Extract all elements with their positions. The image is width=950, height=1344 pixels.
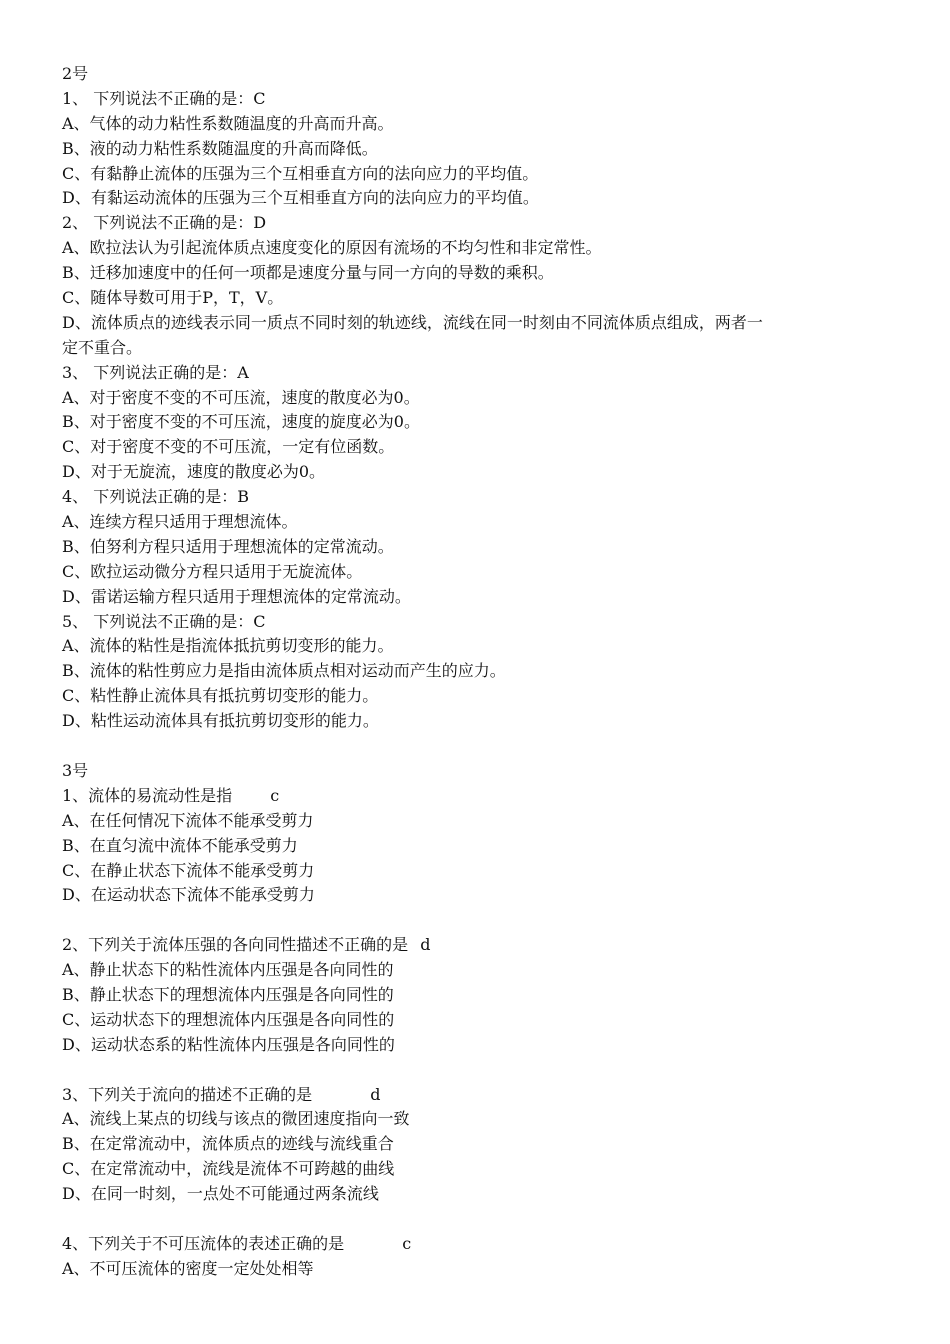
question-stem: 3、下列关于流向的描述不正确的是 xyxy=(62,1084,313,1104)
option-c: C、随体导数可用于P，T，V。 xyxy=(62,288,284,308)
option-c: C、在定常流动中，流线是流体不可跨越的曲线 xyxy=(62,1159,395,1179)
option-a: A、不可压流体的密度一定处处相等 xyxy=(62,1258,314,1278)
spacer xyxy=(62,1058,902,1083)
option-b: B、在直匀流中流体不能承受剪力 xyxy=(62,835,298,855)
option-c: C、有黏静止流体的压强为三个互相垂直方向的法向应力的平均值。 xyxy=(62,163,539,183)
option-a: A、连续方程只适用于理想流体。 xyxy=(62,512,298,532)
question-row xyxy=(62,1232,902,1257)
option-b: B、迁移加速度中的任何一项都是速度分量与同一方向的导数的乘积。 xyxy=(62,263,554,283)
spacer xyxy=(62,908,902,933)
option-d: D、对于无旋流，速度的散度必为0。 xyxy=(62,462,326,482)
option-d: D、流体质点的迹线表示同一质点不同时刻的轨迹线，流线在同一时刻由不同流体质点组成，两者一 xyxy=(62,312,763,332)
section-heading: 3号 xyxy=(62,760,89,780)
spacer xyxy=(62,1207,902,1232)
option-c: C、在静止状态下流体不能承受剪力 xyxy=(62,860,315,880)
question-stem: 1、 下列说法不正确的是：C xyxy=(62,88,266,108)
document-page xyxy=(62,62,902,1282)
question-stem: 4、 下列说法正确的是：B xyxy=(62,487,250,507)
answer-letter: c xyxy=(402,1233,412,1253)
question-stem: 5、 下列说法不正确的是：C xyxy=(62,611,266,631)
option-a: A、对于密度不变的不可压流，速度的散度必为0。 xyxy=(62,387,420,407)
question-row xyxy=(62,933,902,958)
question-stem: 2、下列关于流体压强的各向同性描述不正确的是 xyxy=(62,935,409,955)
answer-letter: d xyxy=(370,1084,381,1104)
question-stem: 3、 下列说法正确的是：A xyxy=(62,362,249,382)
question-row xyxy=(62,784,902,809)
option-b: B、流体的粘性剪应力是指由流体质点相对运动而产生的应力。 xyxy=(62,661,506,681)
option-a: A、气体的动力粘性系数随温度的升高而升高。 xyxy=(62,113,394,133)
option-c: C、粘性静止流体具有抵抗剪切变形的能力。 xyxy=(62,686,379,706)
answer-letter: d xyxy=(420,935,431,955)
option-d-continued: 定不重合。 xyxy=(62,337,143,357)
question-stem: 4、下列关于不可压流体的表述正确的是 xyxy=(62,1233,345,1253)
option-d: D、粘性运动流体具有抵抗剪切变形的能力。 xyxy=(62,711,379,731)
option-a: A、静止状态下的粘性流体内压强是各向同性的 xyxy=(62,960,394,980)
option-d: D、雷诺运输方程只适用于理想流体的定常流动。 xyxy=(62,586,411,606)
answer-letter: c xyxy=(270,785,280,805)
option-d: D、在同一时刻，一点处不可能通过两条流线 xyxy=(62,1184,379,1204)
option-b: B、静止状态下的理想流体内压强是各向同性的 xyxy=(62,984,394,1004)
question-row xyxy=(62,1083,902,1108)
option-d: D、有黏运动流体的压强为三个互相垂直方向的法向应力的平均值。 xyxy=(62,188,539,208)
question-stem: 2、 下列说法不正确的是：D xyxy=(62,213,267,233)
option-c: C、欧拉运动微分方程只适用于无旋流体。 xyxy=(62,561,363,581)
option-a: A、在任何情况下流体不能承受剪力 xyxy=(62,810,314,830)
option-b: B、液的动力粘性系数随温度的升高而降低。 xyxy=(62,138,378,158)
option-a: A、流线上某点的切线与该点的微团速度指向一致 xyxy=(62,1109,410,1129)
question-stem: 1、流体的易流动性是指 xyxy=(62,785,233,805)
option-a: A、欧拉法认为引起流体质点速度变化的原因有流场的不均匀性和非定常性。 xyxy=(62,238,602,258)
option-c: C、运动状态下的理想流体内压强是各向同性的 xyxy=(62,1009,395,1029)
option-a: A、流体的粘性是指流体抵抗剪切变形的能力。 xyxy=(62,636,394,656)
option-d: D、在运动状态下流体不能承受剪力 xyxy=(62,885,315,905)
section-heading: 2号 xyxy=(62,64,89,83)
option-d: D、运动状态系的粘性流体内压强是各向同性的 xyxy=(62,1034,395,1054)
option-b: B、在定常流动中，流体质点的迹线与流线重合 xyxy=(62,1134,394,1154)
option-c: C、对于密度不变的不可压流，一定有位函数。 xyxy=(62,437,395,457)
option-b: B、伯努利方程只适用于理想流体的定常流动。 xyxy=(62,536,394,556)
spacer xyxy=(62,734,902,759)
option-b: B、对于密度不变的不可压流，速度的旋度必为0。 xyxy=(62,412,420,432)
